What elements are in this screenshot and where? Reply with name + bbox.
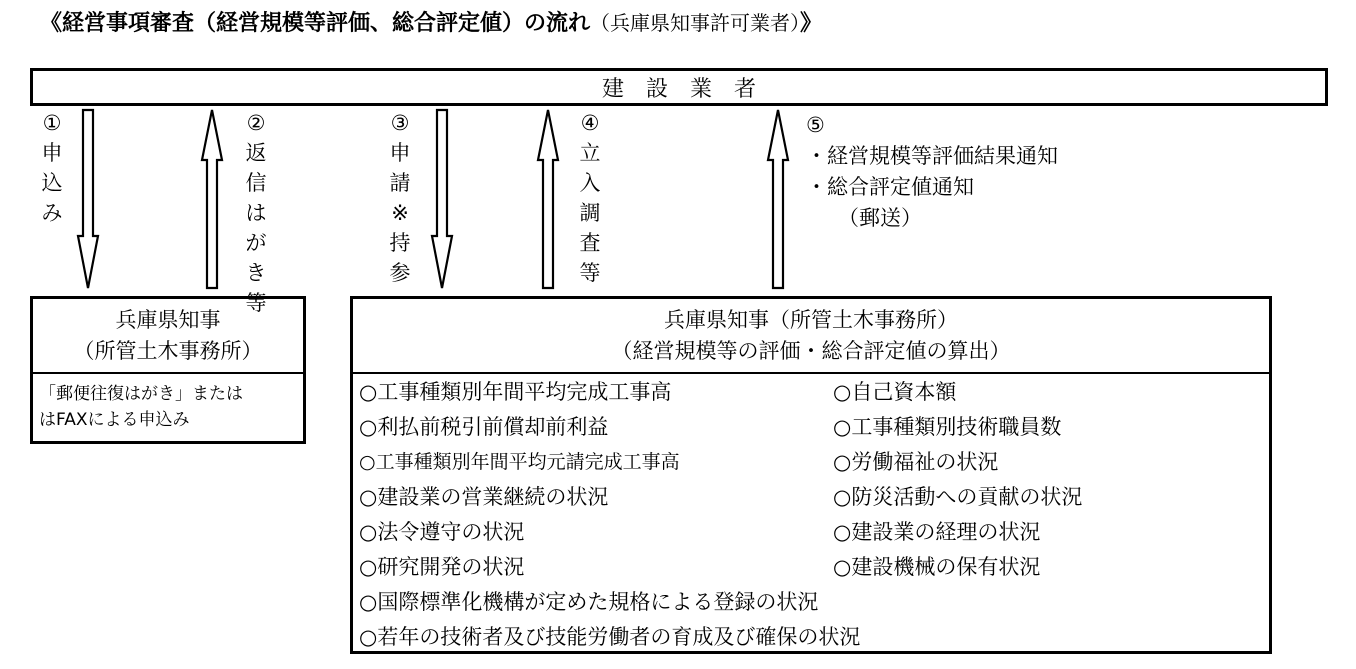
list-item xyxy=(359,410,1269,445)
item-right: ○建設業の経理の状況 xyxy=(833,520,1041,544)
list-item xyxy=(359,480,1269,515)
item-left: ○工事種類別年間平均元請完成工事高 xyxy=(359,451,680,473)
arrow-up-2 xyxy=(200,108,224,290)
item-left: ○利払前税引前償却前利益 xyxy=(359,415,609,439)
application-method-text: 「郵便往復はがき」または はFAXによる申込み xyxy=(39,384,243,430)
evaluation-title: （経営規模等の評価・総合評定値の算出） xyxy=(611,339,1011,363)
arrow-up-4 xyxy=(536,108,560,290)
governor-title: 兵庫県知事 xyxy=(115,308,221,332)
step-3-char: 持 xyxy=(389,231,411,255)
title-main: 《経営事項審査（経営規模等評価、総合評定値）の流れ xyxy=(40,11,591,36)
step-4-label xyxy=(576,108,604,288)
list-item xyxy=(359,515,1269,550)
step-1-char: み xyxy=(41,201,63,225)
arrow-down-1 xyxy=(76,108,100,290)
arrow-down-3 xyxy=(430,108,454,290)
step-5-line: ・経営規模等評価結果通知 xyxy=(806,144,1058,168)
evaluation-items-list xyxy=(359,375,1269,655)
item-right: ○自己資本額 xyxy=(833,380,957,404)
step-4-char: 等 xyxy=(579,261,601,285)
list-item xyxy=(359,620,1269,655)
item-left: ○工事種類別年間平均完成工事高 xyxy=(359,380,672,404)
step-1-char: 申 xyxy=(41,141,63,165)
step-4-char: 入 xyxy=(579,171,601,195)
item-right: ○建設機械の保有状況 xyxy=(833,555,1041,579)
office-title: （所管土木事務所） xyxy=(73,339,263,363)
item-left: ○国際標準化機構が定めた規格による登録の状況 xyxy=(359,590,819,614)
list-item xyxy=(359,375,1269,410)
step-5-line: ・総合評定値通知 xyxy=(806,175,974,199)
governor-box-right-header xyxy=(353,299,1269,374)
step-4-char: 調 xyxy=(579,201,601,225)
item-right: ○工事種類別技術職員数 xyxy=(833,415,1062,439)
step-2-num: ② xyxy=(246,111,266,135)
step-3-num: ③ xyxy=(390,111,410,135)
step-3-char: 参 xyxy=(389,261,411,285)
step-5-label xyxy=(806,110,1058,234)
governor-office-title: 兵庫県知事（所管土木事務所） xyxy=(664,308,958,332)
item-left: ○若年の技術者及び技能労働者の育成及び確保の状況 xyxy=(359,625,861,649)
step-2-char: き xyxy=(245,261,267,285)
step-2-char: は xyxy=(245,201,267,225)
step-2-char: 信 xyxy=(245,171,267,195)
step-1-char: 込 xyxy=(41,171,63,195)
list-item xyxy=(359,585,1269,620)
title-note: （兵庫県知事許可業者） xyxy=(590,11,801,35)
item-right: ○労働福祉の状況 xyxy=(833,450,999,474)
step-2-char: が xyxy=(245,231,267,255)
step-2-label xyxy=(242,108,270,318)
step-2-char: 等 xyxy=(245,291,267,315)
governor-box-left xyxy=(30,296,306,444)
item-left: ○研究開発の状況 xyxy=(359,555,525,579)
item-right: ○防災活動への貢献の状況 xyxy=(833,485,1083,509)
page-title xyxy=(40,8,822,39)
step-3-label xyxy=(386,108,414,288)
applicant-box xyxy=(30,68,1328,106)
list-item xyxy=(359,445,1269,480)
list-item xyxy=(359,550,1269,585)
item-left: ○建設業の営業継続の状況 xyxy=(359,485,609,509)
item-left: ○法令遵守の状況 xyxy=(359,520,525,544)
step-3-char: 請 xyxy=(389,171,411,195)
governor-box-left-header xyxy=(33,299,303,374)
step-5-num: ⑤ xyxy=(806,113,825,137)
step-5-line: （郵送） xyxy=(838,206,922,230)
applicant-label: 建設業者 xyxy=(601,76,778,102)
step-4-num: ④ xyxy=(580,111,600,135)
step-4-char: 立 xyxy=(579,141,601,165)
step-3-char: 申 xyxy=(389,141,411,165)
step-2-char: 返 xyxy=(245,141,267,165)
arrow-up-5 xyxy=(766,108,790,290)
step-4-char: 査 xyxy=(579,231,601,255)
governor-box-right xyxy=(350,296,1272,654)
title-close: 》 xyxy=(800,11,823,36)
step-3-char: ※ xyxy=(391,201,409,225)
step-1-label xyxy=(38,108,66,228)
step-1-num: ① xyxy=(42,111,62,135)
